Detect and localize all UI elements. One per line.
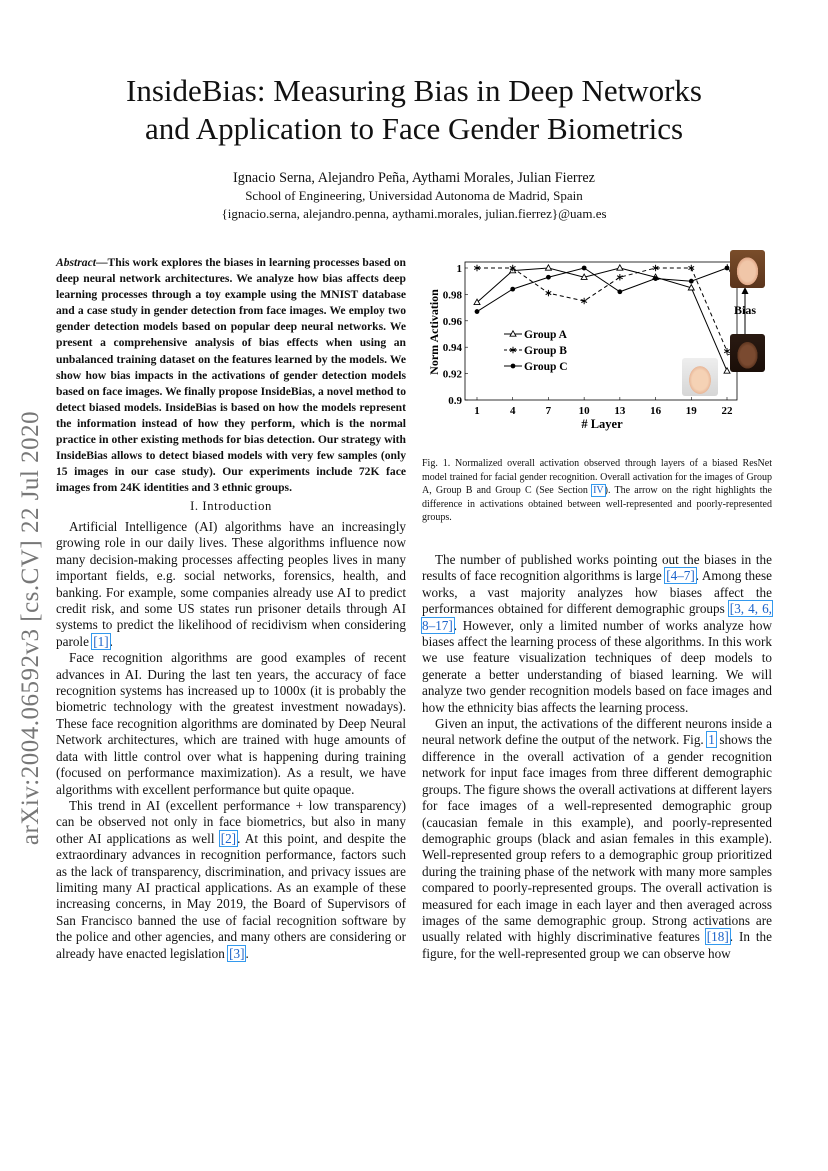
black-face-image [730, 334, 765, 372]
arxiv-stamp [10, 375, 52, 880]
citation-link[interactable]: [4–7] [666, 568, 695, 584]
data-point [653, 276, 658, 281]
text: . In the figure, for the well-represented group we can observe how [422, 929, 772, 961]
abstract-text: —This work explores the biases in learning processes based on deep neural network architectures. We analyze how bias affects deep learning processes through a toy example using the MNIST database and a case study in gender detection from face images. We employ two gender detection models based on popular deep neural networks. We present a comprehensive analysis of bias effects when using an unbalanced training dataset on the features learned by the models. We show how bias impacts in the activations of gender detection models based on face images. We finally propose InsideBias, a novel method to detect biased models. InsideBias is based on how the models represent the information instead of how they perform, which is the normal practice in other existing methods for bias detection. Our strategy with InsideBias allows to detect biased models with very few samples (only 15 images in our case study). Our experiments include 72K face images from 24K identities and 3 ethnic groups. [56, 256, 406, 495]
text: . [245, 945, 249, 961]
x-tick-label: 1 [474, 405, 480, 417]
data-point [688, 265, 694, 271]
x-axis-label: # Layer [581, 417, 623, 431]
data-point [689, 279, 694, 284]
activation-chart [422, 250, 772, 440]
text: . Among these works, a vast majority analyzes how biases affect the performances obtained for different demographic groups [422, 568, 772, 617]
y-tick-label: 0.96 [442, 315, 462, 328]
data-point [546, 290, 552, 296]
y-tick-label: 1 [456, 263, 462, 275]
y-tick-label: 0.9 [448, 395, 462, 407]
text: The number of published works pointing out the biases in the results of face recognition algorithms is large [422, 552, 772, 584]
data-point [724, 348, 730, 354]
series-line [477, 268, 727, 371]
section-heading-introduction: I. Introduction [190, 499, 272, 513]
x-tick-label: 10 [578, 405, 590, 417]
citation-link[interactable]: [1] [93, 633, 109, 649]
x-tick-label: 19 [685, 405, 697, 417]
data-point [546, 275, 551, 280]
data-point [617, 265, 623, 270]
author-emails: {ignacio.serna, alejandro.penna, aythami.morales, julian.fierrez}@uam.es [221, 206, 607, 221]
arxiv-id: arXiv:2004.06592v3 [cs.CV] 22 Jul 2020 [17, 410, 44, 845]
x-tick-label: 4 [509, 405, 516, 417]
authors: Ignacio Serna, Alejandro Peña, Aythami Morales, Julian Fierrez [233, 170, 595, 186]
text: This trend in AI (excellent performance + low transparency) can be observed not only in face biometrics, but also in many other AI applications as well [56, 797, 406, 846]
data-point [510, 287, 515, 292]
left-column-body [56, 519, 406, 962]
caucasian-face-image [730, 250, 765, 288]
x-tick-label: 16 [650, 405, 662, 417]
text: . However, only a limited number of works analyze how biases affect the learning process of these algorithms. In this work we use feature visualization techniques of deep models to generate a better understanding of biased learning. We will analyze two gender recognition models based on face images and how the ethnicity bias affects the learning process. [422, 617, 772, 715]
paragraph [56, 798, 406, 962]
figure-link[interactable]: 1 [708, 732, 715, 748]
text: Given an input, the activations of the different neurons inside a neural network define the output of the network. Fig. [422, 716, 772, 748]
bias-arrow-head-top [742, 287, 749, 294]
title-line-1: InsideBias: Measuring Bias in Deep Networks [126, 73, 702, 108]
paragraph [422, 552, 772, 716]
y-axis-label: Norm Activation [427, 289, 441, 375]
paragraph [56, 519, 406, 650]
y-tick-label: 0.92 [442, 368, 462, 381]
data-point [582, 266, 587, 271]
text: ). The arrow on the right highlights the difference in activations obtained between well-represented and poorly-represented groups. [422, 485, 773, 523]
text: shows the difference in the overall activation of a gender recognition network for input face images from three different demographic groups. The figure shows the overall activations at different layers for face images of a well-represented demographic group (caucasian female in this example), and poorly-represented demographic groups (black and asian females in this example). Well-represented group refers to a demographic group prioritized during the training phase of the network with many more samples compared to poorly-represented groups. The overall activation is measured for each image in each layer and then averaged across images of the same demographic group. Strong activations are usually related with highly discriminative features [422, 732, 773, 945]
figure-caption [422, 457, 772, 525]
abstract [56, 255, 406, 496]
legend-label: Group C [524, 361, 568, 373]
y-tick-label: 0.94 [442, 342, 462, 355]
text: . [109, 633, 113, 649]
abstract-label: Abstract [56, 256, 96, 269]
text: . At this point, and despite the extraordinary advances in recognition performance, factors such as the lack of transparency, discrimination, and privacy issues are limiting many AI practical applications. As an example of these increasing concerns, in May 2019, the Board of Supervisors of San Francisco banned the use of facial recognition software by the police and other agencies, and many others are considering or already have enacted legislation [56, 830, 406, 961]
text: Fig. 1. Normalized overall activation observed through layers of a biased ResNet model trained for facial gender recognition. Overall activation for the images of Group A, Group B and Group C (See Section [422, 458, 772, 496]
paper-title [40, 72, 788, 148]
citation-link[interactable]: [3] [229, 945, 245, 961]
data-point [475, 309, 480, 314]
figure-1 [422, 250, 772, 440]
text: Artificial Intelligence (AI) algorithms have an increasingly growing role in our daily lives. These algorithms influence now many decision-making processes affecting peoples lives in many important fields, e.g. social networks, forensics, health, and banking. For example, some companies already use AI to predict credit risk, and some US states run prisoner details through AI systems to predict the likelihood of recidivism when considering parole [56, 519, 406, 649]
x-tick-label: 7 [545, 405, 552, 417]
citation-link[interactable]: [2] [220, 830, 237, 846]
citation-link[interactable]: [18] [706, 929, 729, 945]
paragraph [422, 716, 772, 962]
x-tick-label: 13 [614, 405, 626, 417]
data-point [545, 265, 551, 270]
right-column-body [422, 552, 772, 962]
citation-link[interactable]: [3, 4, 6, 8–17] [422, 601, 772, 633]
asian-face-image [682, 358, 718, 396]
legend-label: Group A [524, 329, 567, 341]
affiliation: School of Engineering, Universidad Autonoma de Madrid, Spain [245, 188, 583, 203]
title-line-2: and Application to Face Gender Biometrics [144, 111, 684, 146]
data-point [617, 289, 622, 294]
y-tick-label: 0.98 [442, 289, 462, 302]
legend-marker [511, 364, 516, 369]
x-tick-label: 22 [721, 405, 733, 417]
paragraph: Face recognition algorithms are good examples of recent advances in AI. During the last ten years, the accuracy of face recognition systems has increased up to 1000x (it is probably the biometric technology with the greatest investment nowadays). These face recognition algorithms are dominated by Deep Neural Network architectures, which are trained with huge amounts of data with little control over what is happening during training (focused on performance maximization). As a result, we have algorithms with excellent performance but quite opaque. [56, 650, 406, 797]
bias-label: Bias [734, 303, 757, 317]
data-point [617, 274, 623, 280]
section-link[interactable]: IV [593, 485, 604, 496]
legend-label: Group B [524, 345, 567, 357]
